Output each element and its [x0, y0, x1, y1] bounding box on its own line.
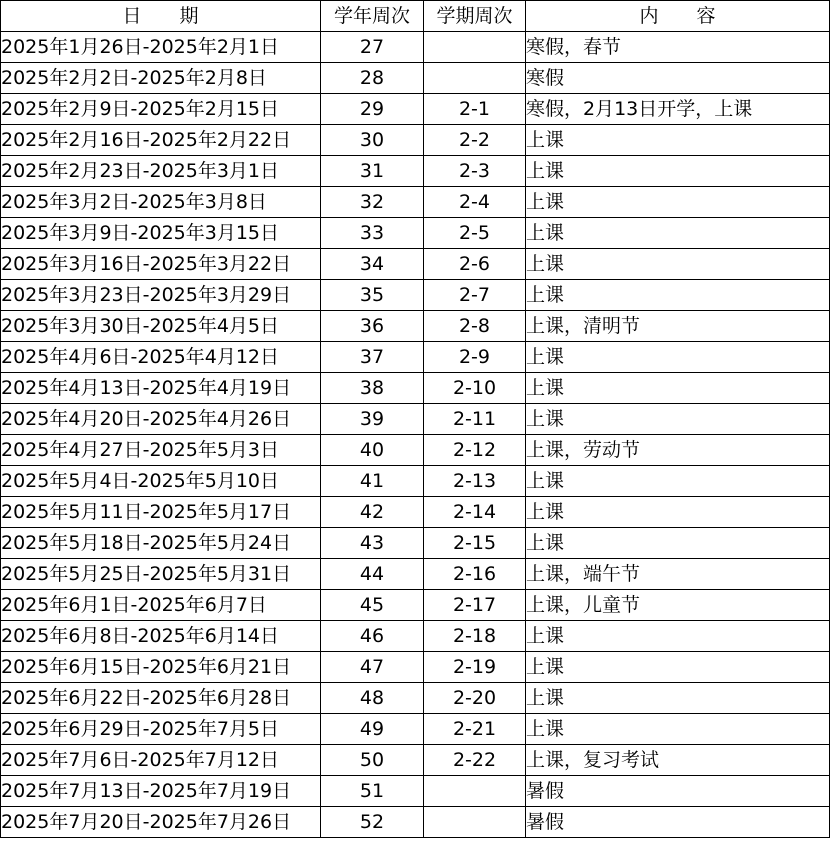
cell-date: 2025年7月13日-2025年7月19日 [1, 776, 321, 807]
cell-content: 上课 [526, 621, 830, 652]
cell-year-week: 48 [321, 683, 424, 714]
cell-year-week: 39 [321, 404, 424, 435]
cell-content: 上课，劳动节 [526, 435, 830, 466]
cell-date: 2025年6月29日-2025年7月5日 [1, 714, 321, 745]
cell-date: 2025年3月30日-2025年4月5日 [1, 311, 321, 342]
table-row [1, 187, 830, 218]
cell-content: 上课 [526, 528, 830, 559]
cell-year-week: 34 [321, 249, 424, 280]
cell-content: 上课 [526, 342, 830, 373]
cell-year-week: 47 [321, 652, 424, 683]
cell-year-week: 42 [321, 497, 424, 528]
cell-date: 2025年4月6日-2025年4月12日 [1, 342, 321, 373]
cell-date: 2025年2月23日-2025年3月1日 [1, 156, 321, 187]
cell-year-week: 29 [321, 94, 424, 125]
cell-term-week [424, 63, 526, 94]
cell-term-week: 2-17 [424, 590, 526, 621]
table-row [1, 714, 830, 745]
table-row [1, 621, 830, 652]
table-row [1, 776, 830, 807]
cell-content: 暑假 [526, 807, 830, 838]
cell-term-week: 2-7 [424, 280, 526, 311]
cell-content: 上课，清明节 [526, 311, 830, 342]
cell-content: 上课 [526, 249, 830, 280]
cell-year-week: 46 [321, 621, 424, 652]
cell-content: 上课 [526, 280, 830, 311]
cell-term-week: 2-18 [424, 621, 526, 652]
cell-date: 2025年1月26日-2025年2月1日 [1, 32, 321, 63]
table-row [1, 652, 830, 683]
cell-date: 2025年7月6日-2025年7月12日 [1, 745, 321, 776]
header-row [1, 1, 830, 32]
table-row [1, 125, 830, 156]
cell-term-week: 2-11 [424, 404, 526, 435]
cell-year-week: 28 [321, 63, 424, 94]
cell-term-week: 2-2 [424, 125, 526, 156]
cell-date: 2025年6月8日-2025年6月14日 [1, 621, 321, 652]
cell-term-week: 2-20 [424, 683, 526, 714]
cell-date: 2025年6月1日-2025年6月7日 [1, 590, 321, 621]
cell-term-week [424, 32, 526, 63]
header-year-week: 学年周次 [321, 1, 424, 32]
cell-date: 2025年4月20日-2025年4月26日 [1, 404, 321, 435]
cell-term-week: 2-16 [424, 559, 526, 590]
cell-content: 上课 [526, 404, 830, 435]
table-row [1, 466, 830, 497]
cell-term-week: 2-6 [424, 249, 526, 280]
table-row [1, 311, 830, 342]
cell-date: 2025年3月2日-2025年3月8日 [1, 187, 321, 218]
cell-content: 寒假，春节 [526, 32, 830, 63]
table-row [1, 807, 830, 838]
cell-year-week: 38 [321, 373, 424, 404]
cell-year-week: 32 [321, 187, 424, 218]
table-row [1, 94, 830, 125]
cell-term-week [424, 807, 526, 838]
table-row [1, 156, 830, 187]
cell-date: 2025年5月11日-2025年5月17日 [1, 497, 321, 528]
table-row [1, 528, 830, 559]
cell-content: 寒假，2月13日开学，上课 [526, 94, 830, 125]
table-row [1, 590, 830, 621]
cell-term-week: 2-12 [424, 435, 526, 466]
cell-year-week: 44 [321, 559, 424, 590]
table-body [1, 32, 830, 838]
cell-term-week: 2-9 [424, 342, 526, 373]
cell-year-week: 49 [321, 714, 424, 745]
cell-content: 上课 [526, 497, 830, 528]
cell-term-week: 2-14 [424, 497, 526, 528]
cell-content: 上课 [526, 373, 830, 404]
cell-date: 2025年2月16日-2025年2月22日 [1, 125, 321, 156]
cell-content: 上课，复习考试 [526, 745, 830, 776]
cell-content: 上课 [526, 156, 830, 187]
table-row [1, 435, 830, 466]
cell-year-week: 31 [321, 156, 424, 187]
cell-date: 2025年3月23日-2025年3月29日 [1, 280, 321, 311]
cell-date: 2025年2月2日-2025年2月8日 [1, 63, 321, 94]
cell-content: 上课 [526, 466, 830, 497]
cell-date: 2025年2月9日-2025年2月15日 [1, 94, 321, 125]
cell-year-week: 35 [321, 280, 424, 311]
table-row [1, 745, 830, 776]
cell-term-week: 2-1 [424, 94, 526, 125]
cell-content: 上课 [526, 652, 830, 683]
cell-year-week: 51 [321, 776, 424, 807]
cell-content: 上课，端午节 [526, 559, 830, 590]
table-row [1, 32, 830, 63]
cell-year-week: 33 [321, 218, 424, 249]
cell-term-week [424, 776, 526, 807]
cell-date: 2025年3月16日-2025年3月22日 [1, 249, 321, 280]
cell-year-week: 27 [321, 32, 424, 63]
cell-term-week: 2-22 [424, 745, 526, 776]
table-row [1, 342, 830, 373]
table-header [1, 1, 830, 32]
cell-date: 2025年3月9日-2025年3月15日 [1, 218, 321, 249]
cell-date: 2025年6月22日-2025年6月28日 [1, 683, 321, 714]
cell-term-week: 2-10 [424, 373, 526, 404]
cell-content: 寒假 [526, 63, 830, 94]
header-content: 内 容 [526, 1, 830, 32]
table-row [1, 63, 830, 94]
cell-year-week: 30 [321, 125, 424, 156]
cell-term-week: 2-15 [424, 528, 526, 559]
cell-content: 上课 [526, 218, 830, 249]
cell-date: 2025年4月27日-2025年5月3日 [1, 435, 321, 466]
cell-year-week: 43 [321, 528, 424, 559]
table-row [1, 404, 830, 435]
cell-date: 2025年7月20日-2025年7月26日 [1, 807, 321, 838]
header-term-week: 学期周次 [424, 1, 526, 32]
header-date: 日 期 [1, 1, 321, 32]
cell-term-week: 2-19 [424, 652, 526, 683]
cell-date: 2025年5月18日-2025年5月24日 [1, 528, 321, 559]
cell-term-week: 2-5 [424, 218, 526, 249]
cell-term-week: 2-21 [424, 714, 526, 745]
cell-date: 2025年5月25日-2025年5月31日 [1, 559, 321, 590]
table-row [1, 373, 830, 404]
cell-content: 暑假 [526, 776, 830, 807]
table-row [1, 218, 830, 249]
cell-term-week: 2-4 [424, 187, 526, 218]
cell-term-week: 2-13 [424, 466, 526, 497]
table-row [1, 559, 830, 590]
table-row [1, 280, 830, 311]
table-row [1, 683, 830, 714]
cell-year-week: 50 [321, 745, 424, 776]
cell-content: 上课 [526, 714, 830, 745]
cell-year-week: 40 [321, 435, 424, 466]
cell-date: 2025年4月13日-2025年4月19日 [1, 373, 321, 404]
cell-year-week: 45 [321, 590, 424, 621]
table-row [1, 497, 830, 528]
cell-year-week: 41 [321, 466, 424, 497]
cell-year-week: 52 [321, 807, 424, 838]
cell-term-week: 2-8 [424, 311, 526, 342]
cell-date: 2025年6月15日-2025年6月21日 [1, 652, 321, 683]
cell-content: 上课 [526, 187, 830, 218]
cell-date: 2025年5月4日-2025年5月10日 [1, 466, 321, 497]
cell-content: 上课 [526, 683, 830, 714]
cell-year-week: 37 [321, 342, 424, 373]
table-row [1, 249, 830, 280]
cell-year-week: 36 [321, 311, 424, 342]
cell-content: 上课，儿童节 [526, 590, 830, 621]
cell-term-week: 2-3 [424, 156, 526, 187]
cell-content: 上课 [526, 125, 830, 156]
